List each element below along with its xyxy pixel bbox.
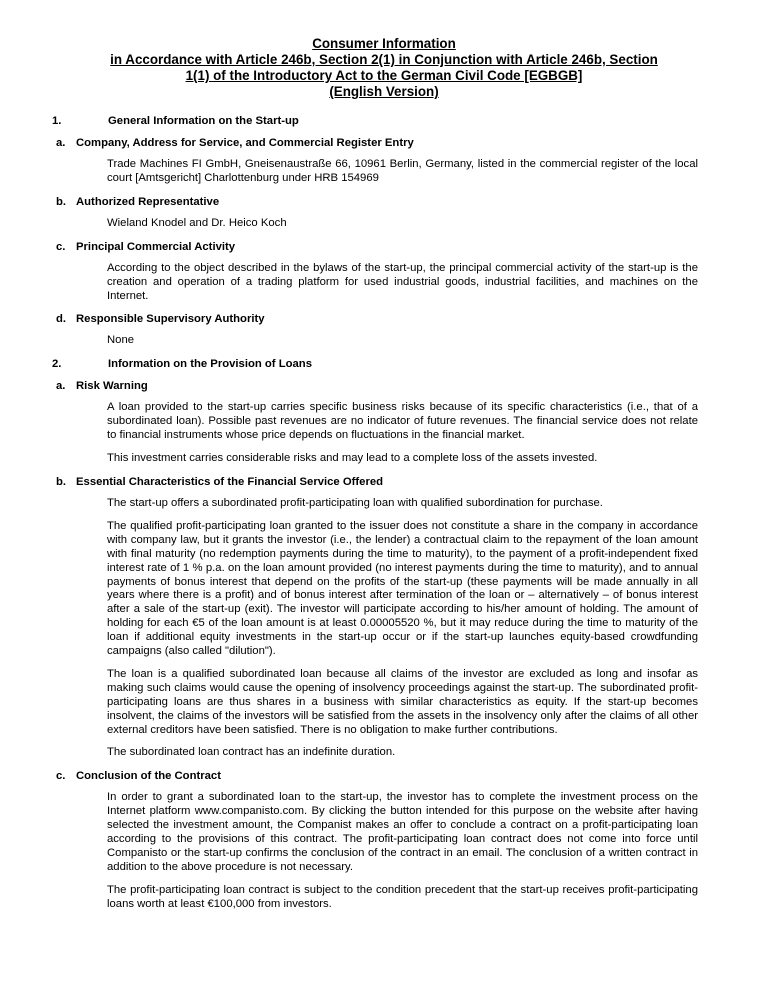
- paragraph: The start-up offers a subordinated profit-participating loan with qualified subordination for purchase.: [107, 496, 603, 509]
- subsection-1c-heading: [56, 240, 698, 254]
- paragraph: None: [107, 334, 135, 347]
- subsection-1a-heading: [56, 136, 698, 150]
- subsection-letter: a.: [56, 380, 66, 393]
- paragraph: A loan provided to the start-up carries specific business risks because of its specific characteristics (i.e., that of a subordinated loan). Possible past revenues are no indicator of future revenues. The financial service does not relate to financial instruments whose price depends on fluctuations in the financial market.: [107, 401, 698, 442]
- subsection-title: Conclusion of the Contract: [76, 770, 221, 783]
- subsection-title: Authorized Representative: [76, 195, 220, 208]
- section-2-heading: [52, 357, 698, 371]
- subsection-2c-heading: [56, 769, 698, 783]
- title-line-3: 1(1) of the Introductory Act to the German Civil Code [EGBGB]: [185, 68, 583, 83]
- subsection-1b-heading: [56, 195, 698, 209]
- document-title: [70, 36, 698, 100]
- paragraph: According to the object described in the bylaws of the start-up, the principal commercial activity of the start-up is the creation and operation of a trading platform for used industrial goods, industrial facilities, and machines on the Internet.: [107, 261, 698, 302]
- subsection-title: Responsible Supervisory Authority: [76, 313, 265, 326]
- subsection-2b-heading: [56, 475, 698, 489]
- paragraph: In order to grant a subordinated loan to the start-up, the investor has to complete the investment process on the Internet platform www.companisto.com. By clicking the button intended for this purpose on the website after having selected the investment amount, the Companist makes an offer to conclude a contract on a profit-participating loan according to the provisions of this contract. The profit-participating loan contract does not come into force until Companisto or the start-up confirms the conclusion of the contract in an email. The conclusion of a written contract in addition to the above procedure is not necessary.: [107, 791, 698, 873]
- paragraph: Trade Machines FI GmbH, Gneisenaustraße 66, 10961 Berlin, Germany, listed in the commercial register of the local court [Amtsgericht] Charlottenburg under HRB 154969: [107, 158, 698, 184]
- paragraph: This investment carries considerable risks and may lead to a complete loss of the assets invested.: [107, 452, 598, 465]
- title-line-2: in Accordance with Article 246b, Section 2(1) in Conjunction with Article 246b, Section: [110, 52, 658, 67]
- subsection-letter: b.: [56, 195, 67, 208]
- subsection-title: Company, Address for Service, and Commercial Register Entry: [76, 137, 414, 149]
- section-title: General Information on the Start-up: [108, 115, 299, 127]
- paragraph: The subordinated loan contract has an indefinite duration.: [107, 746, 396, 759]
- subsection-letter: b.: [56, 475, 67, 488]
- subsection-2a-heading: [56, 379, 698, 393]
- section-1-heading: [52, 114, 698, 128]
- subsection-letter: c.: [56, 240, 66, 253]
- paragraph: The loan is a qualified subordinated loan because all claims of the investor are excluded as long and insofar as making such claims would cause the opening of insolvency proceedings against the start-up. The subordinated profit-participating loans are thus shares in a business with similar characteristics as equity. If the start-up becomes insolvent, the claims of the investors will be satisfied from the assets in the insolvency only after the claims of all other external creditors have been satisfied. There is no obligation to make further contributions.: [107, 667, 698, 736]
- subsection-1d-heading: [56, 312, 698, 326]
- paragraph: Wieland Knodel and Dr. Heico Koch: [107, 216, 287, 229]
- subsection-title: Risk Warning: [76, 380, 148, 393]
- subsection-title: Principal Commercial Activity: [76, 240, 236, 253]
- title-line-1: Consumer Information: [312, 36, 456, 51]
- section-title: Information on the Provision of Loans: [108, 358, 312, 371]
- subsection-letter: a.: [56, 137, 66, 149]
- subsection-letter: c.: [56, 770, 66, 783]
- title-line-4: (English Version): [329, 84, 439, 99]
- subsection-letter: d.: [56, 313, 67, 326]
- paragraph: The profit-participating loan contract is subject to the condition precedent that the start-up receives profit-participating loans worth at least €100,000 from investors.: [107, 883, 698, 910]
- section-number: 2.: [52, 358, 62, 371]
- subsection-title: Essential Characteristics of the Financial Service Offered: [76, 475, 384, 488]
- section-number: 1.: [52, 115, 62, 127]
- paragraph: The qualified profit-participating loan granted to the issuer does not constitute a share in the company in accordance with company law, but it grants the investor (i.e., the lender) a contractual claim to the repayment of the loan amount with final maturity (no redemption payments during the time to maturity), to the payment of a profit-independent fixed interest rate of 1 % p.a. on the loan amount provided (no interest payments during the time to maturity), and to annual payments of bonus interest that depend on the profits of the start-up (these payments will be made annually in all years where there is a profit) and of bonus interest after termination of the loan or – alternatively – of bonus interest after a sale of the start-up (exit). The investor will participate according to his/her amount of holding. The amount of holding for each €5 of the loan amount is at least 0.00005520 %, but it may reduce during the time to maturity of the loan if additional equity investments in the start-up occur or if the start-up launches equity-based crowdfunding campaigns (also called "dilution").: [107, 519, 698, 658]
